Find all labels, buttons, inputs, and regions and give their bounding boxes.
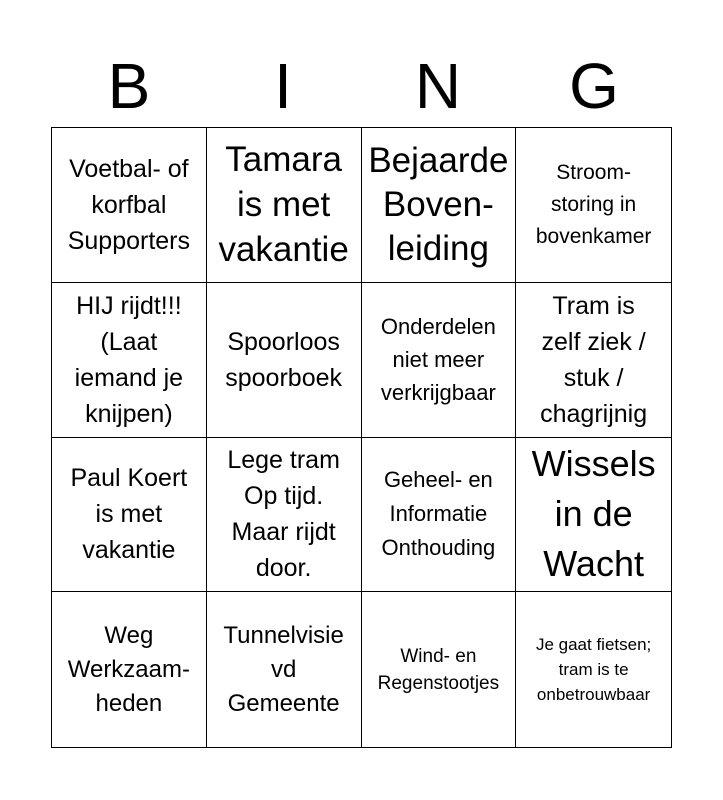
cell-text: Paul Koert is met vakantie [70,464,188,565]
cell-text: Wissels in de Wacht [531,443,656,585]
cell-text: Lege tram Op tijd. Maar rijdt door. [227,446,340,583]
cell-text: Geheel- en Informatie Onthouding [381,467,496,561]
bingo-cell[interactable] [207,128,362,283]
cell-text: Weg Werkzaam- heden [67,621,190,717]
cell-text: Je gaat fietsen; tram is te onbetrouwbaar [535,635,652,705]
header-letter-g: G [569,50,619,122]
bingo-cell[interactable] [207,283,362,438]
bingo-cell[interactable] [52,592,207,747]
bingo-cell[interactable] [52,128,207,283]
cell-text: Voetbal- of korfbal Supporters [67,154,191,255]
bingo-cell[interactable] [362,128,517,283]
cell-text: Spoorloos spoorboek [225,327,342,392]
bingo-grid [51,127,672,748]
header-letter-i: I [274,50,292,122]
cell-text: Onderdelen niet meer verkrijgbaar [380,314,496,406]
cell-text: Tunnelvisie vd Gemeente [223,621,344,717]
bingo-cell[interactable] [516,592,671,747]
bingo-cell[interactable] [52,283,207,438]
cell-text: Bejaarde Boven- leiding [368,140,509,268]
bingo-header [52,48,671,124]
bingo-cell[interactable] [516,438,671,593]
bingo-cell[interactable] [362,283,517,438]
bingo-cell[interactable] [362,592,517,747]
header-letter-b: B [107,50,151,122]
cell-text: Tram is zelf ziek / stuk / chagrijnig [540,291,648,428]
bingo-cell[interactable] [52,438,207,593]
bingo-cell[interactable] [207,592,362,747]
cell-text: Tamara is met vakantie [218,140,349,270]
bingo-cell[interactable] [362,438,517,593]
bingo-cell[interactable] [516,283,671,438]
cell-text: HIJ rijdt!!! (Laat iemand je knijpen) [74,291,184,428]
bingo-cell[interactable] [516,128,671,283]
cell-text: Stroom- storing in bovenkamer [535,160,652,248]
header-letter-n: N [414,50,462,122]
bingo-cell[interactable] [207,438,362,593]
cell-text: Wind- en Regenstootjes [377,645,500,694]
